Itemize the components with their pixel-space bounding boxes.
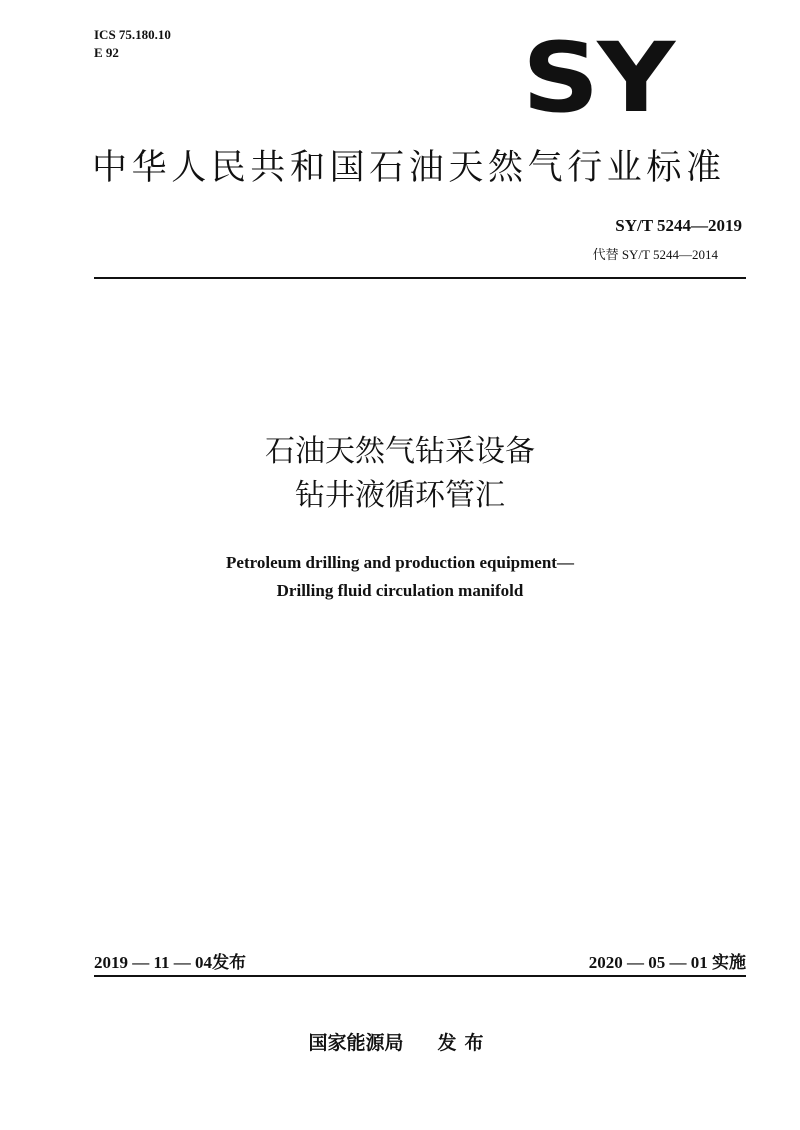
chinese-title-line-1: 石油天然气钻采设备 xyxy=(265,434,535,469)
implementation-date xyxy=(589,948,746,973)
issue-label: 发布 xyxy=(212,953,247,973)
issue-date xyxy=(94,948,246,973)
classification-codes xyxy=(94,26,171,62)
english-title-line-1: Petroleum drilling and production equipment— xyxy=(226,553,574,572)
issuing-authority xyxy=(0,1028,800,1055)
standard-category-title: 中华人民共和国石油天然气行业标准 xyxy=(92,148,726,188)
implementation-date-value: 2020 — 05 — 01 xyxy=(588,953,708,972)
chinese-title-line-2: 钻井液循环管汇 xyxy=(295,478,505,513)
implementation-label: 实施 xyxy=(712,953,746,973)
top-divider xyxy=(94,277,746,279)
issue-date-value: 2019 — 11 — 04 xyxy=(94,953,213,972)
issuer-action: 发布 xyxy=(437,1032,492,1054)
sy-logo: SY xyxy=(522,22,673,134)
ics-code: ICS 75.180.10 xyxy=(94,27,171,42)
replaces-standard: 代替 SY/T 5244—2014 xyxy=(592,247,718,262)
bottom-divider xyxy=(94,975,746,977)
ccs-code: E 92 xyxy=(94,45,119,60)
standard-code: SY/T 5244—2019 xyxy=(615,216,742,235)
english-title-line-2: Drilling fluid circulation manifold xyxy=(276,581,524,600)
issuer-name: 国家能源局 xyxy=(308,1032,404,1054)
